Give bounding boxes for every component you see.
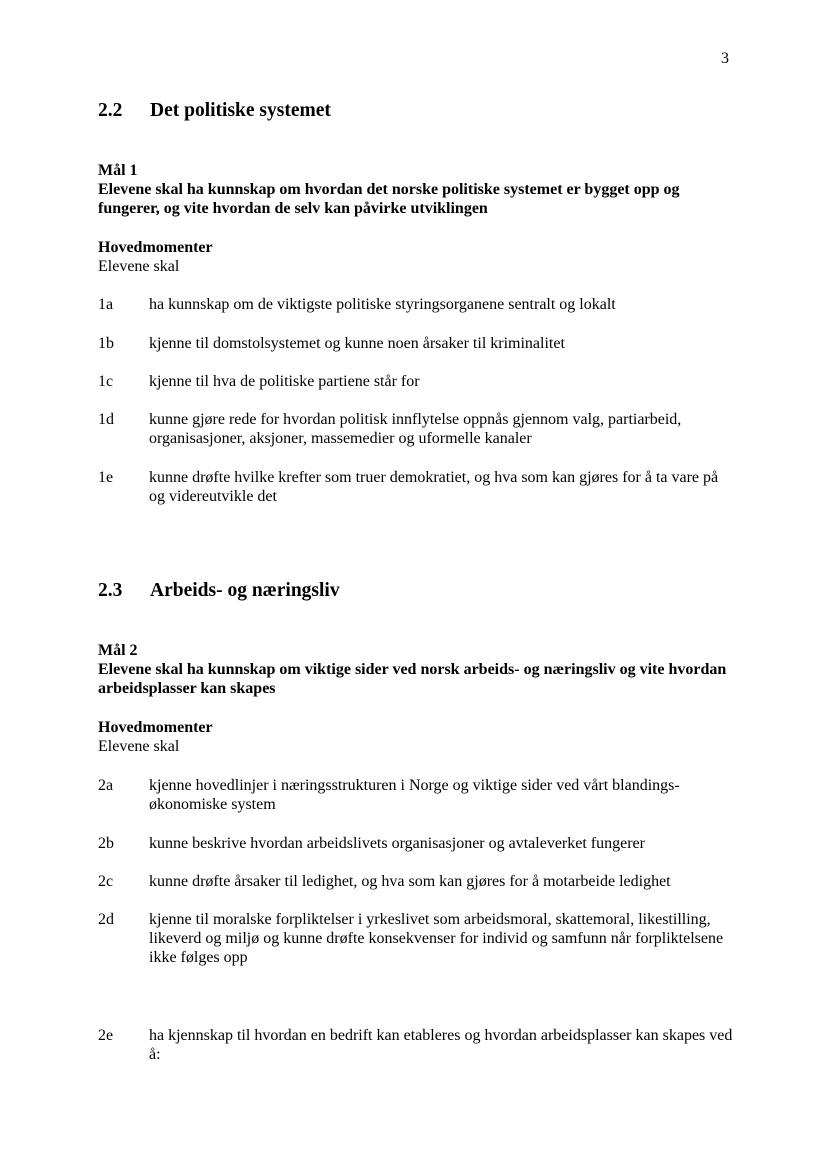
list-item [98,872,738,891]
list-item [98,334,738,353]
main-points-title: Hovedmomenter [98,239,213,256]
item-text: kjenne til hva de politiske partiene står for [149,373,420,390]
item-code: 1e [98,469,114,486]
goal-label: Mål 2 [98,642,138,659]
list-item [98,468,738,506]
item-text: ha kunnskap om de viktigste politiske styringsorganene sentralt og lokalt [149,296,616,313]
item-code: 1d [98,411,114,428]
item-code: 2a [98,777,114,794]
goal-block [98,161,738,218]
goal-text: Elevene skal ha kunnskap om hvordan det norske politiske systemet er bygget opp og fungerer, og vite hvordan de selv kan påvirke utviklingen [98,181,680,217]
list-item [98,372,738,391]
section-heading-2-3 [98,580,340,602]
list-item [98,295,738,314]
list-item [98,910,738,967]
item-text: ha kjennskap til hvordan en bedrift kan etableres og hvordan arbeidsplasser kan skapes ved å: [149,1027,733,1063]
item-text: kunne drøfte hvilke krefter som truer demokratiet, og hva som kan gjøres for å ta vare på og videreutvikle det [149,469,719,505]
section-number: 2.3 [98,580,123,601]
item-code: 2b [98,835,114,852]
item-code: 1a [98,296,114,313]
list-item [98,834,738,853]
section-title: Det politiske systemet [150,100,331,121]
main-points-block [98,238,213,276]
item-code: 2e [98,1027,114,1044]
goal-label: Mål 1 [98,162,138,179]
item-code: 2c [98,873,114,890]
list-item [98,776,738,814]
goal-text: Elevene skal ha kunnskap om viktige sider ved norsk arbeids- og næringsliv og vite hvordan arbeidsplasser kan skapes [98,661,727,697]
item-text: kunne drøfte årsaker til ledighet, og hva som kan gjøres for å motarbeide ledighet [149,873,671,890]
item-code: 2d [98,911,114,928]
main-points-title: Hovedmomenter [98,719,213,736]
item-code: 1b [98,335,114,352]
main-points-intro: Elevene skal [98,738,180,755]
main-points-intro: Elevene skal [98,258,180,275]
list-item [98,410,738,448]
list-item [98,1026,738,1064]
section-heading-2-2 [98,100,331,122]
item-text: kunne gjøre rede for hvordan politisk innflytelse oppnås gjennom valg, partiarbeid, organisasjoner, aksjoner, massemedier og uformelle kanaler [149,411,682,447]
section-number: 2.2 [98,100,123,121]
item-text: kjenne hovedlinjer i næringsstrukturen i Norge og viktige sider ved vårt blandings-økonomiske system [149,777,680,813]
item-text: kjenne til domstolsystemet og kunne noen årsaker til kriminalitet [149,335,565,352]
section-title: Arbeids- og næringsliv [150,580,340,601]
item-code: 1c [98,373,114,390]
main-points-block [98,718,213,756]
item-text: kunne beskrive hvordan arbeidslivets organisasjoner og avtaleverket fungerer [149,835,645,852]
page-number: 3 [721,50,729,67]
item-text: kjenne til moralske forpliktelser i yrkeslivet som arbeidsmoral, skattemoral, likestilling, likeverd og miljø og kunne drøfte konsekvenser for individ og samfunn når forpliktelsene ikke følges opp [149,911,724,966]
goal-block [98,641,738,698]
